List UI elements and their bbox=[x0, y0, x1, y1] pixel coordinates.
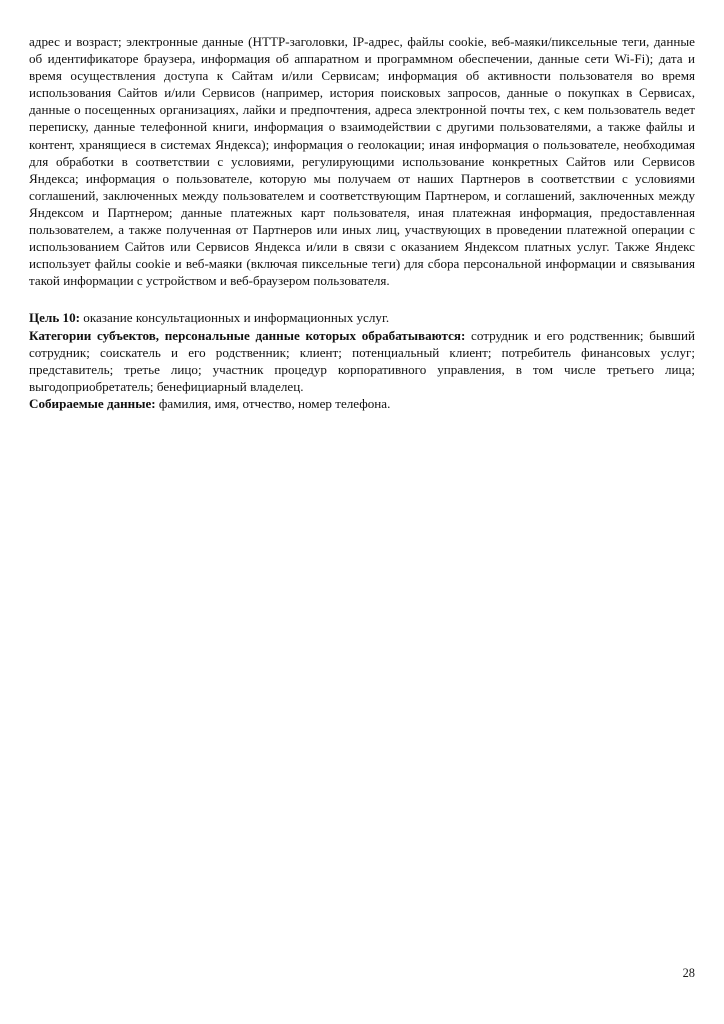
paragraph-collected-data-continuation: адрес и возраст; электронные данные (HTTP-заголовки, IP-адрес, файлы cookie, веб-маяки/пиксельные теги, данные об идентификаторе браузера, информация об аппаратном и программном обеспечении, данные сети Wi-Fi); дата и время осуществления доступа к Сайтам и/или Сервисам; информация об активности пользователя во время использования Сайтов и/или Сервисов (например, история поисковых запросов, данные о покупках в Сервисах, данные о посещенных организациях, лайки и предпочтения, адреса электронной почты тех, с кем пользователь ведет переписку, данные телефонной книги, информация о взаимодействии с другими пользователями, а также файлы и контент, хранящиеся в системах Яндекса); информация о геолокации; иная информация о пользователе, необходимая для обработки в соответствии с условиями, регулирующими использование конкретных Сайтов или Сервисов Яндекса; информация о пользователе, которую мы получаем от наших Партнеров в соответствии с условиями соглашений, заключенных между пользователем и соответствующим Партнером, и соглашений, заключенных между Яндексом и Партнером; данные платежных карт пользователя, иная платежная информация, предоставленная пользователем, а также полученная от Партнеров или иных лиц, участвующих в проведении платежной операции с использованием Сайтов или Сервисов Яндекса и/или в связи с оказанием Яндексом платных услуг. Также Яндекс использует файлы cookie и веб-маяки (включая пиксельные теги) для сбора персональной информации и связывания такой информации с устройством и веб-браузером пользователя. bbox=[29, 34, 695, 289]
paragraph-collected-data bbox=[29, 395, 695, 412]
paragraph-subject-categories bbox=[29, 327, 695, 395]
purpose-text: оказание консультационных и информационных услуг. bbox=[80, 310, 390, 326]
paragraph-purpose-10 bbox=[29, 309, 695, 326]
subjects-label: Категории субъектов, персональные данные которых обрабатываются: bbox=[29, 327, 466, 343]
purpose-label: Цель 10: bbox=[29, 310, 80, 326]
subjects-text: сотрудник и его родственник; бывший сотрудник; соискатель и его родственник; клиент; потенциальный клиент; потребитель финансовых услуг; представитель; третье лицо; участник процедур корпоративного управления, в том числе третьего лица; выгодоприобретатель; бенефициарный владелец. bbox=[29, 327, 695, 394]
page-number: 28 bbox=[682, 966, 695, 980]
collected-text: фамилия, имя, отчество, номер телефона. bbox=[155, 395, 391, 411]
collected-label: Собираемые данные: bbox=[29, 395, 156, 411]
page-content bbox=[29, 33, 695, 412]
